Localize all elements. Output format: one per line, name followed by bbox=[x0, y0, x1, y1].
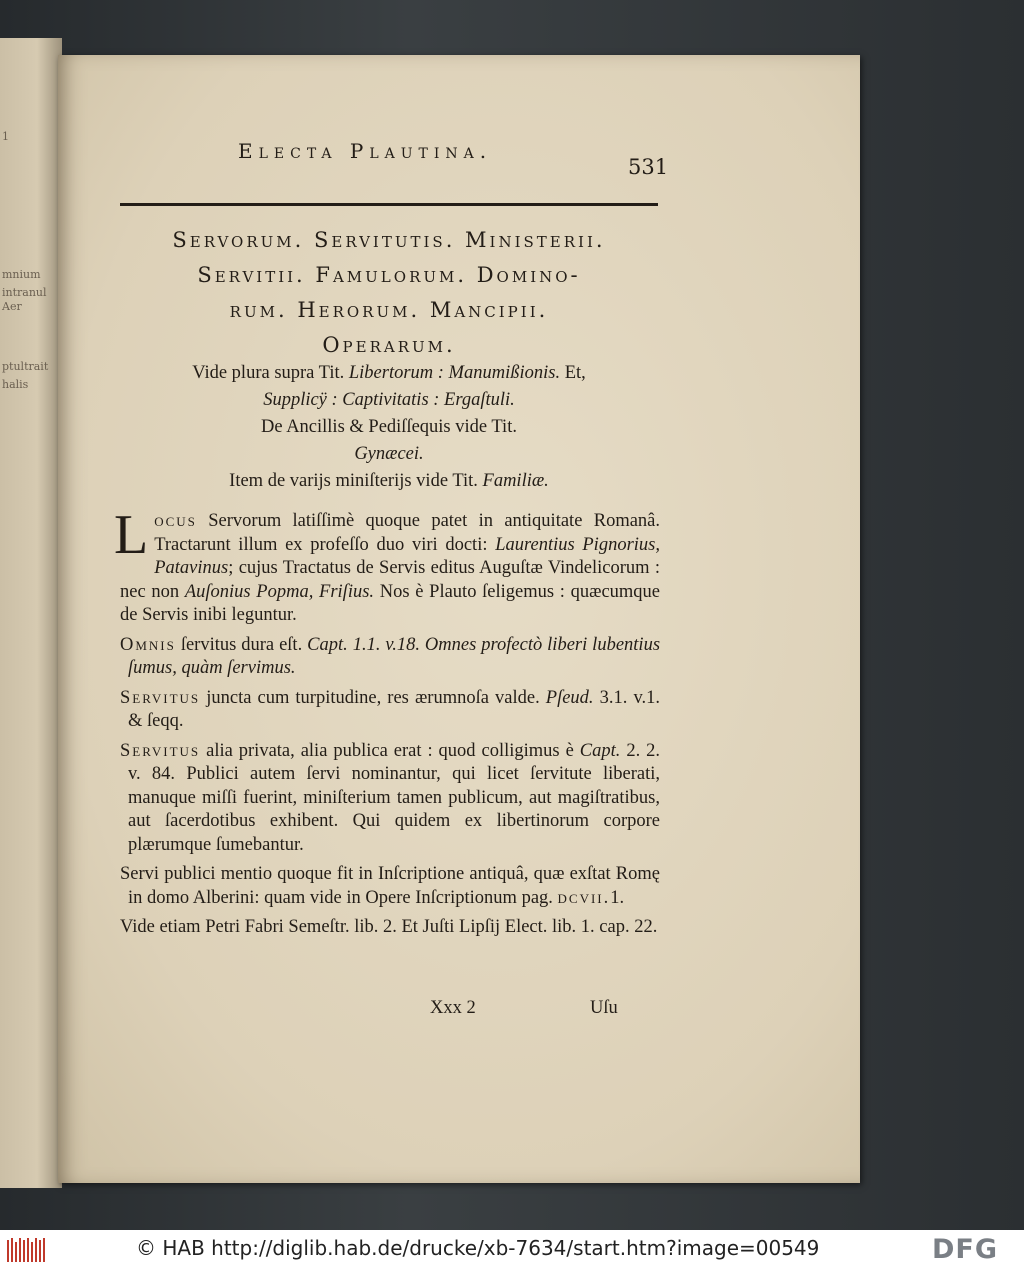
prev-page-fragment: ptultrait bbox=[2, 360, 49, 373]
paragraph: Servi publici mentio quoque fit in Inſcriptione antiquâ, quæ exſtat Romę in domo Alberini: quam vide in Opere Inſcriptionum pag. dcvii.1. bbox=[120, 864, 660, 908]
book-page bbox=[58, 55, 860, 1183]
prev-page-fragment: Aer bbox=[2, 300, 22, 313]
heading-line: Servitii. Famulorum. Domino- bbox=[197, 263, 581, 287]
prev-page-fragment: intranul bbox=[2, 286, 47, 299]
signature-mark: Xxx 2 bbox=[430, 998, 476, 1018]
cross-reference-notes bbox=[120, 360, 658, 495]
section-heading bbox=[120, 223, 658, 363]
prev-page-fragment: halis bbox=[2, 378, 29, 391]
note-line: Gynæcei. bbox=[354, 444, 424, 464]
prev-page-fragment: 1 bbox=[2, 130, 9, 143]
footer-bar bbox=[0, 1230, 1024, 1270]
prev-page-fragment: mnium bbox=[2, 268, 41, 281]
note-line: Vide plura supra Tit. Libertorum : Manumißionis. Et, bbox=[192, 363, 586, 383]
running-head: Electa Plautina. bbox=[238, 139, 493, 163]
dfg-logo: DFG bbox=[932, 1234, 999, 1265]
heading-line: rum. Herorum. Mancipii. bbox=[229, 298, 549, 322]
heading-line: Operarum. bbox=[322, 333, 456, 357]
paragraph: Vide etiam Petri Fabri Semeſtr. lib. 2. Et Juſti Lipſij Elect. lib. 1. cap. 22. bbox=[120, 917, 658, 937]
paragraph: Servitus juncta cum turpitudine, res ærumnoſa valde. Pſeud. 3.1. v.1. & ſeqq. bbox=[120, 687, 661, 731]
paragraph: Omnis ſervitus dura eſt. Capt. 1.1. v.18. Omnes profectò liberi lubentius ſumus, quàm ſervimus. bbox=[120, 634, 661, 678]
catchword: Uſu bbox=[590, 998, 618, 1018]
note-line: Supplicÿ : Captivitatis : Ergaſtuli. bbox=[263, 390, 515, 410]
copyright-link[interactable]: © HAB http://diglib.hab.de/drucke/xb-7634/start.htm?image=00549 bbox=[136, 1236, 820, 1260]
drop-cap: L bbox=[114, 504, 149, 566]
body-text bbox=[114, 504, 661, 946]
note-line: De Ancillis & Pediſſequis vide Tit. bbox=[261, 417, 517, 437]
paragraph: Locus Servorum latiſſimè quoque patet in antiquitate Romanâ. Tractarunt illum ex profeſſo duo viri docti: Laurentius Pignorius, Patavinus; cujus Tractatus de Servis editus Auguſtæ Vindelicorum : nec non Auſonius Popma, Friſius. Nos è Plauto ſeligemus : quæcumque de Servis inibi leguntur. bbox=[114, 504, 661, 625]
heading-line: Servorum. Servitutis. Ministerii. bbox=[172, 228, 606, 252]
paragraph: Servitus alia privata, alia publica erat : quod colligimus è Capt. 2. 2. v. 84. Publici autem ſervi nominantur, qui licet ſervitute liberati, manuque miſſi fuerint, miniſterium tamen publicum, aut magiſtratibus, aut ſacerdotibus exhibent. Qui quidem ex libertinorum corpore plærumque ſumebantur. bbox=[120, 740, 661, 855]
header-rule bbox=[120, 203, 658, 206]
hab-barcode-logo-icon bbox=[6, 1236, 48, 1264]
page-number: 531 bbox=[628, 155, 669, 179]
previous-page-edge bbox=[0, 38, 62, 1188]
note-line: Item de varijs miniſterijs vide Tit. Familiæ. bbox=[229, 471, 549, 491]
